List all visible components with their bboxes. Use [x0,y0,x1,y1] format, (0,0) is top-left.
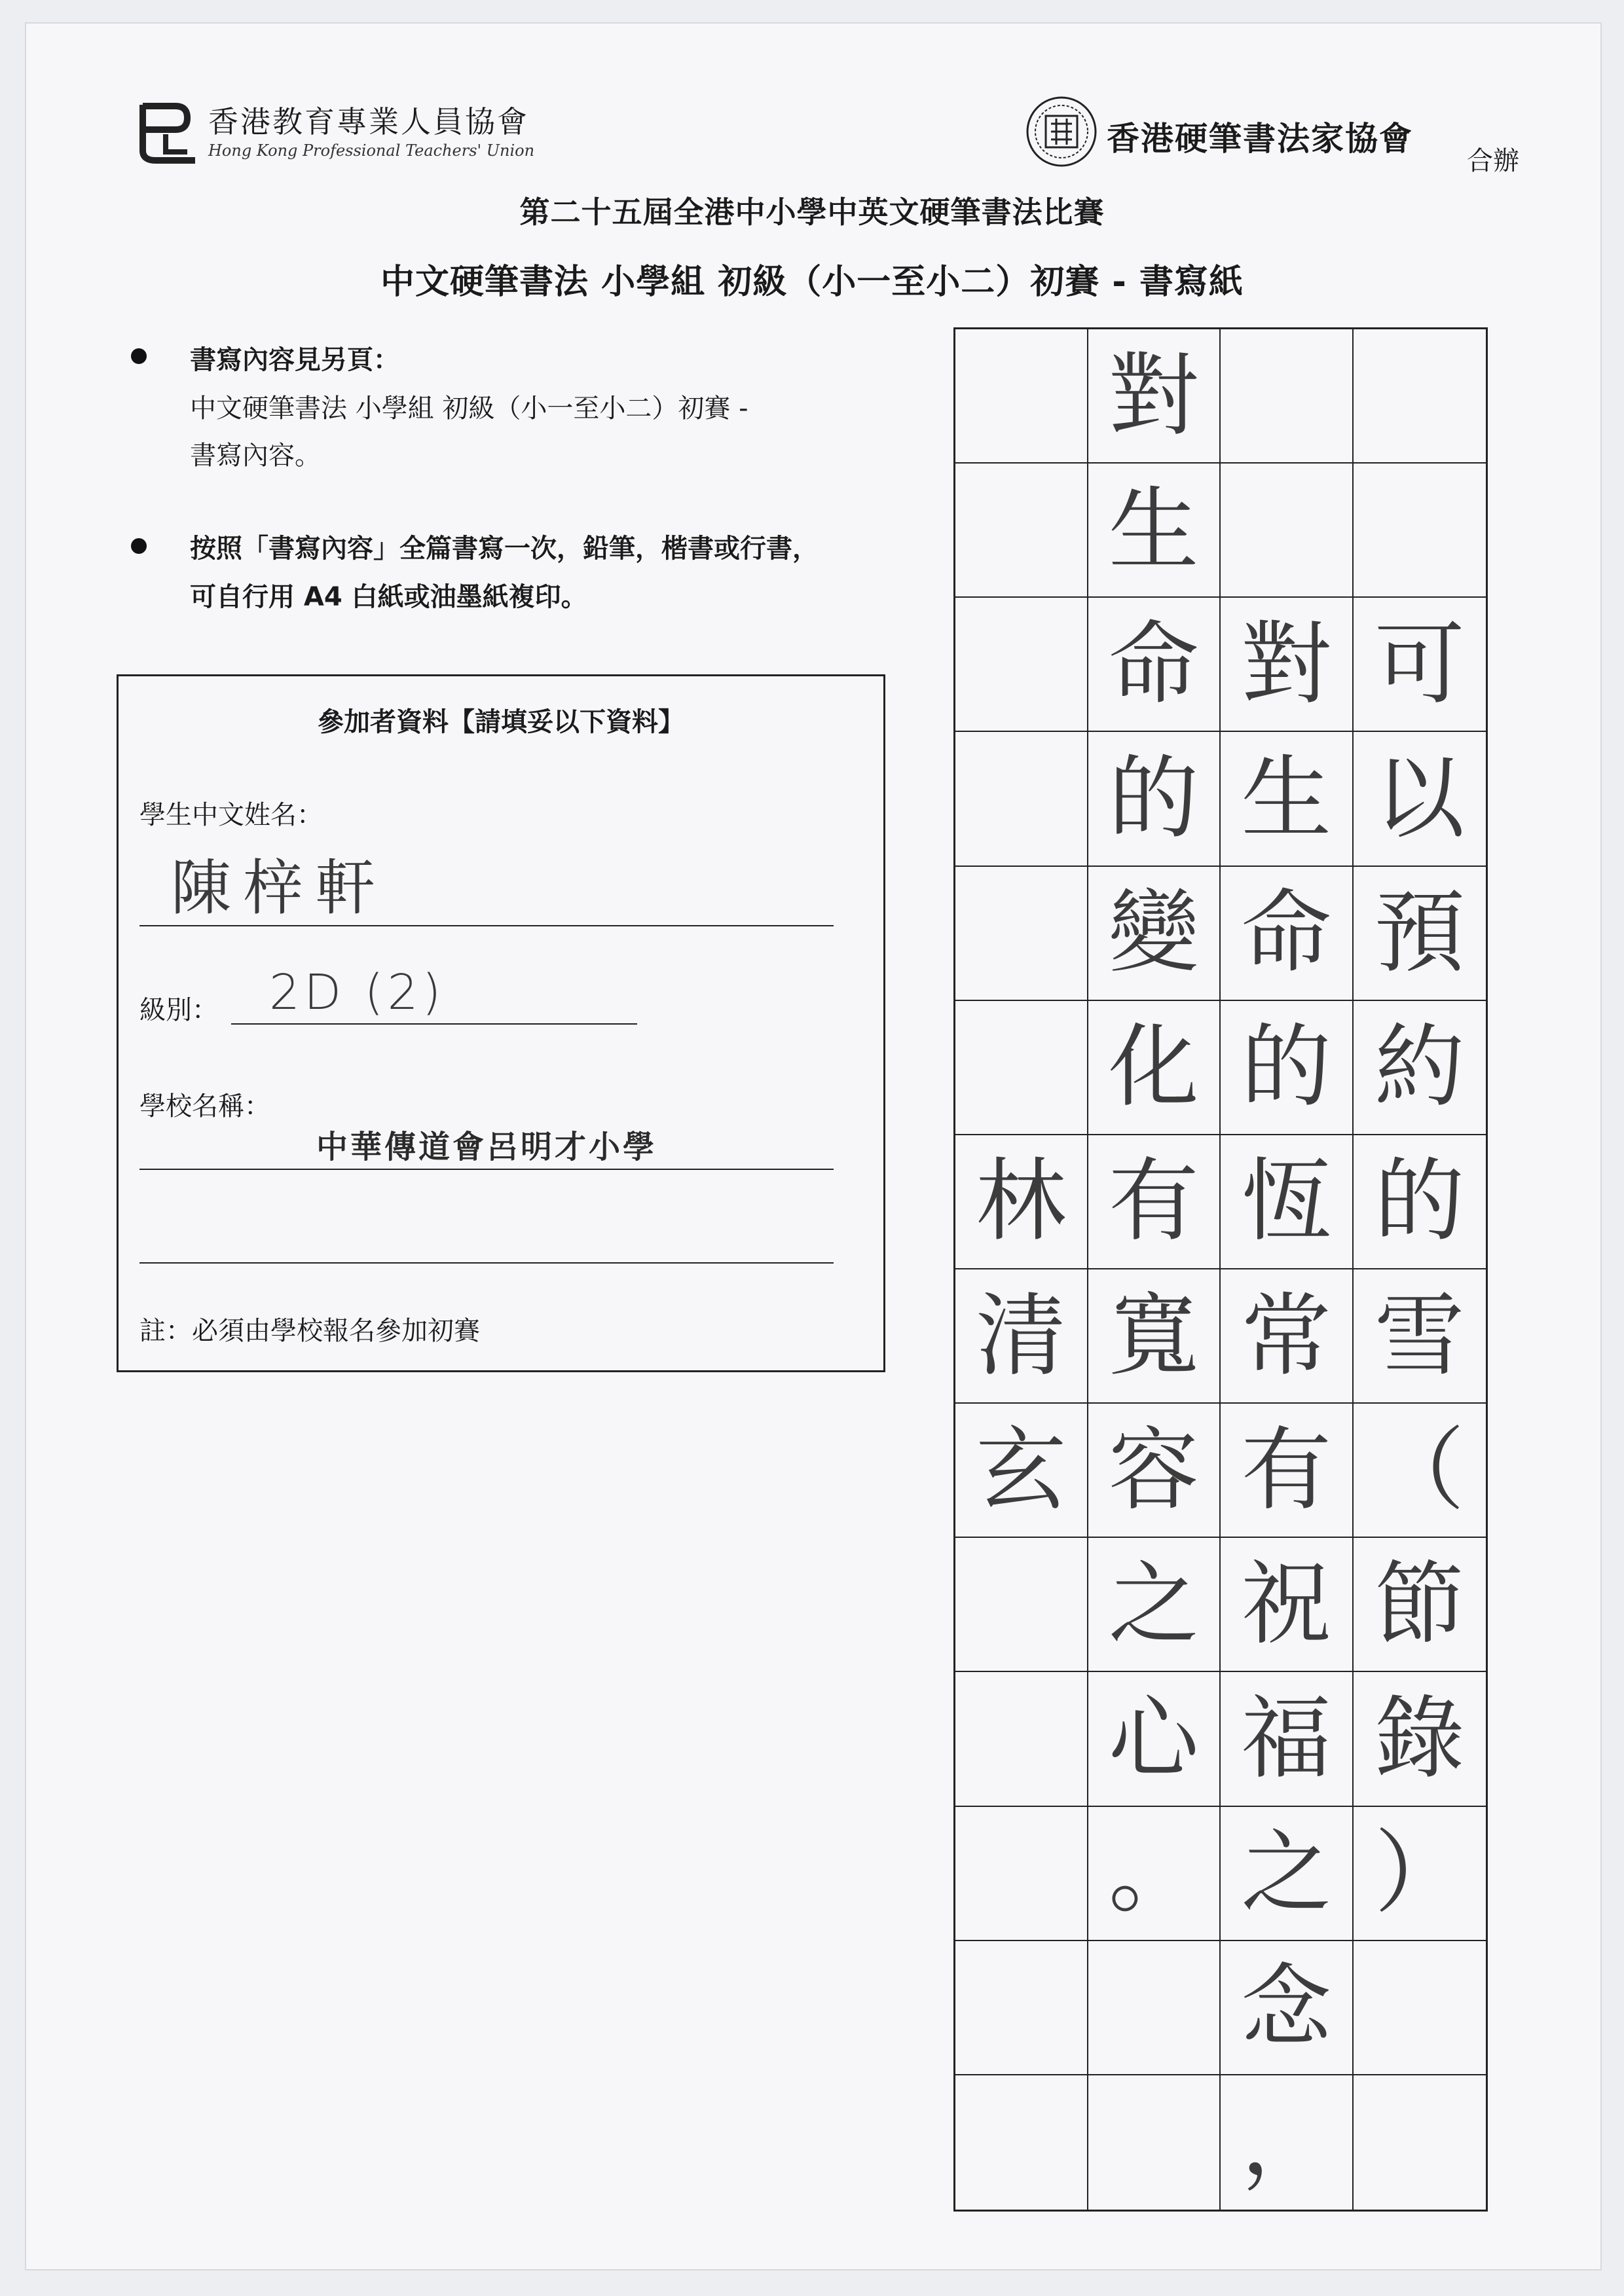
note-text: 註：必須由學校報名參加初賽 [139,1316,480,1346]
ptu-name-en: Hong Kong Professional Teachers' Union [208,141,535,160]
grid-cell[interactable] [955,1001,1088,1135]
grid-cell[interactable]: 雪 [1354,1269,1486,1404]
grid-cell[interactable]: 福 [1221,1672,1354,1806]
grid-cell[interactable]: 錄 [1354,1672,1486,1806]
grid-cell[interactable] [1354,2075,1486,2210]
grid-cell[interactable]: 命 [1088,598,1221,732]
student-name-value[interactable]: 陳梓軒 [171,853,388,923]
grid-cell[interactable]: 玄 [955,1404,1088,1538]
grid-cell[interactable] [955,2075,1088,2210]
grid-cell[interactable] [955,598,1088,732]
grid-cell[interactable] [1354,1941,1486,2075]
instruction-1-line-2: 書寫內容。 [190,441,321,471]
grid-cell[interactable]: 之 [1221,1807,1354,1941]
grid-cell[interactable]: 心 [1088,1672,1221,1806]
grid-cell[interactable]: 念 [1221,1941,1354,2075]
grid-cell[interactable]: 有 [1088,1135,1221,1269]
grid-cell[interactable]: 常 [1221,1269,1354,1404]
ptu-name-zh: 香港教育專業人員協會 [208,104,529,139]
co-organised-label: 合辦 [1467,146,1519,176]
grid-cell[interactable] [955,464,1088,598]
grid-cell[interactable]: 的 [1088,732,1221,866]
grid-cell[interactable]: 寬 [1088,1269,1221,1404]
grid-cell[interactable]: 有 [1221,1404,1354,1538]
school-value[interactable]: 中華傳道會呂明才小學 [316,1129,657,1165]
grid-cell[interactable] [955,1807,1088,1941]
grid-cell[interactable] [955,867,1088,1001]
grid-cell[interactable]: 林 [955,1135,1088,1269]
grid-cell[interactable]: 容 [1088,1404,1221,1538]
competition-title: 第二十五屆全港中小學中英文硬筆書法比賽 [519,194,1105,230]
grid-cell[interactable] [955,732,1088,866]
name-underline [139,925,834,926]
grid-cell[interactable]: 生 [1221,732,1354,866]
bullet-dot [131,538,147,554]
instruction-2-line-2: 可自行用 A4 白紙或油墨紙複印。 [190,582,587,612]
grid-cell[interactable]: 預 [1354,867,1486,1001]
grid-cell[interactable] [1088,1941,1221,2075]
participant-info-box [117,674,885,1372]
grid-cell[interactable] [1221,464,1354,598]
instruction-2-line-1: 按照「書寫內容」全篇書寫一次，鉛筆，楷書或行書， [190,534,819,564]
student-name-label: 學生中文姓名： [139,800,323,830]
grid-cell[interactable]: 可 [1354,598,1486,732]
calligraphy-assoc-name: 香港硬筆書法家協會 [1107,119,1413,158]
class-value[interactable]: 2D (2) [269,964,445,1021]
school-label: 學校名稱： [139,1091,270,1121]
grid-cell[interactable] [955,1941,1088,2075]
school-underline [139,1169,834,1170]
grid-cell[interactable]: 對 [1088,329,1221,464]
grid-cell[interactable]: 生 [1088,464,1221,598]
grid-cell[interactable]: 約 [1354,1001,1486,1135]
ptu-logo-icon [130,98,202,167]
grid-cell[interactable]: （ [1354,1404,1486,1538]
grid-cell[interactable]: ， [1221,2075,1354,2210]
grid-cell[interactable]: 化 [1088,1001,1221,1135]
grid-cell[interactable] [955,1538,1088,1672]
grid-cell[interactable]: 節 [1354,1538,1486,1672]
grid-cell[interactable]: 祝 [1221,1538,1354,1672]
grid-cell[interactable]: 對 [1221,598,1354,732]
grid-cell[interactable]: 以 [1354,732,1486,866]
grid-cell[interactable]: 恆 [1221,1135,1354,1269]
bullet-dot [131,348,147,364]
grid-cell[interactable]: ） [1354,1807,1486,1941]
participant-box-title: 參加者資料【請填妥以下資料】 [318,707,684,737]
grid-cell[interactable] [1088,2075,1221,2210]
class-label: 級別： [139,995,218,1025]
grid-cell[interactable]: 命 [1221,867,1354,1001]
grid-cell[interactable]: 清 [955,1269,1088,1404]
extra-underline [139,1262,834,1264]
grid-cell[interactable]: 之 [1088,1538,1221,1672]
grid-cell[interactable] [1354,329,1486,464]
grid-cell[interactable] [1354,464,1486,598]
sheet-title: 中文硬筆書法 小學組 初級（小一至小二）初賽 - 書寫紙 [380,263,1244,302]
grid-cell[interactable]: 變 [1088,867,1221,1001]
class-underline [231,1023,637,1025]
grid-cell[interactable]: 。 [1088,1807,1221,1941]
grid-cell[interactable] [1221,329,1354,464]
grid-cell[interactable]: 的 [1354,1135,1486,1269]
seal-icon [1025,95,1098,168]
grid-cell[interactable] [955,1672,1088,1806]
instruction-1-line-1: 中文硬筆書法 小學組 初級（小一至小二）初賽 - [190,393,748,424]
grid-cell[interactable] [955,329,1088,464]
writing-grid [953,327,1488,2212]
instruction-1-title: 書寫內容見另頁： [190,345,399,375]
grid-cell[interactable]: 的 [1221,1001,1354,1135]
